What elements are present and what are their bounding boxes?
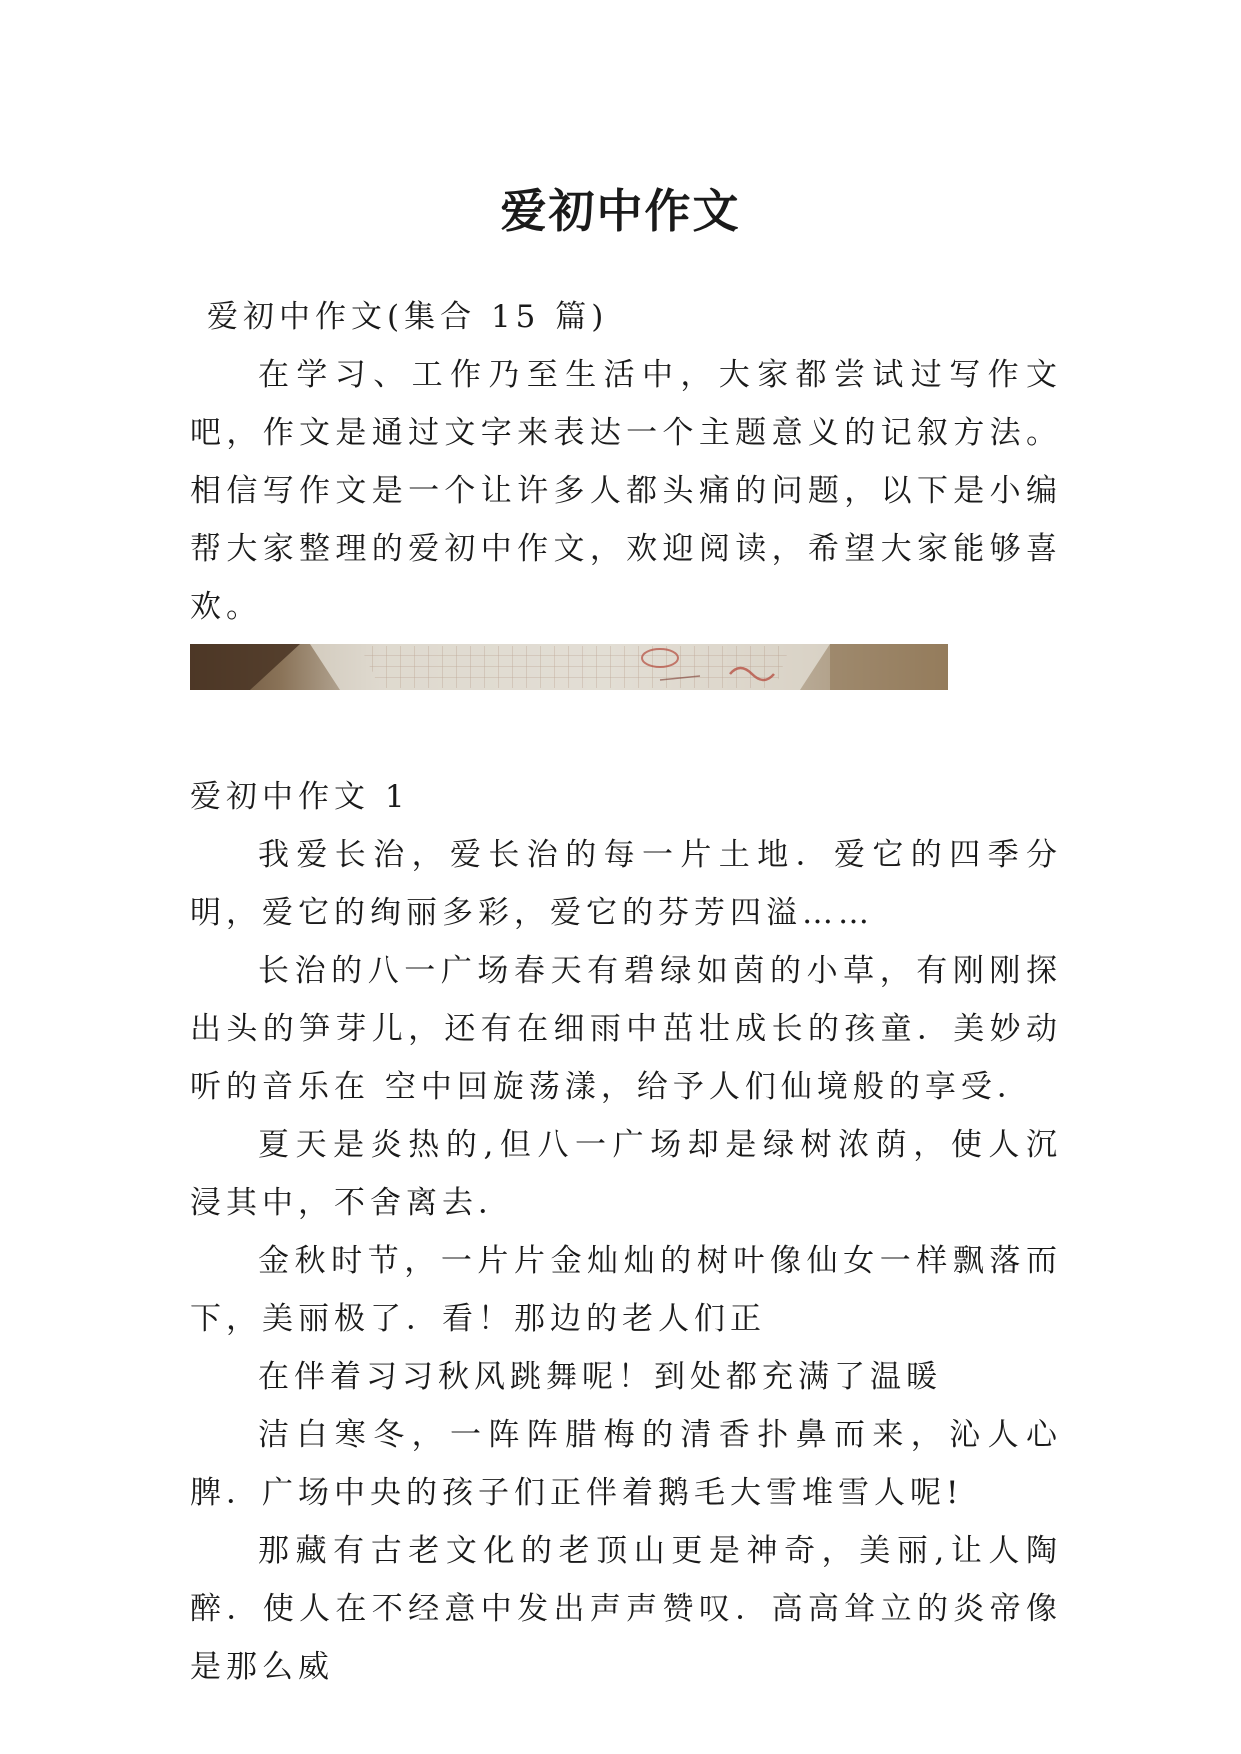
essay-paragraph: 金秋时节，一片片金灿灿的树叶像仙女一样飘落而下，美丽极了．看！那边的老人们正 <box>190 1243 1062 1337</box>
essay-paragraph: 夏天是炎热的,但八一广场却是绿树浓荫，使人沉浸其中，不舍离去． <box>190 1127 1062 1221</box>
essay-paragraph: 洁白寒冬，一阵阵腊梅的清香扑鼻而来，沁人心脾．广场中央的孩子们正伴着鹅毛大雪堆雪人呢! <box>190 1417 1062 1511</box>
document-subtitle: 爱初中作文(集合 15 篇) <box>207 299 609 335</box>
document-title: 爱初中作文 <box>500 183 741 238</box>
section-heading: 爱初中作文 1 <box>190 779 410 815</box>
essay-paper-photo <box>190 644 948 690</box>
document-body <box>190 288 1062 1696</box>
essay-paragraph: 那藏有古老文化的老顶山更是神奇，美丽,让人陶醉．使人在不经意中发出声声赞叹．高高耸立的炎帝像是那么威 <box>190 1533 1062 1685</box>
essay-paragraph: 在伴着习习秋风跳舞呢！到处都充满了温暖 <box>258 1359 942 1395</box>
essay-paragraph: 长治的八一广场春天有碧绿如茵的小草，有刚刚探出头的笋芽儿，还有在细雨中茁壮成长的孩童．美妙动听的音乐在 空中回旋荡漾，给予人们仙境般的享受． <box>190 953 1062 1105</box>
intro-paragraph: 在学习、工作乃至生活中，大家都尝试过写作文吧，作文是通过文字来表达一个主题意义的记叙方法。相信写作文是一个让许多人都头痛的问题，以下是小编帮大家整理的爱初中作文，欢迎阅读，希望大家能够喜欢。 <box>190 357 1062 625</box>
essay-paragraph: 我爱长治，爱长治的每一片土地．爱它的四季分明，爱它的绚丽多彩，爱它的芬芳四溢…… <box>190 837 1062 931</box>
